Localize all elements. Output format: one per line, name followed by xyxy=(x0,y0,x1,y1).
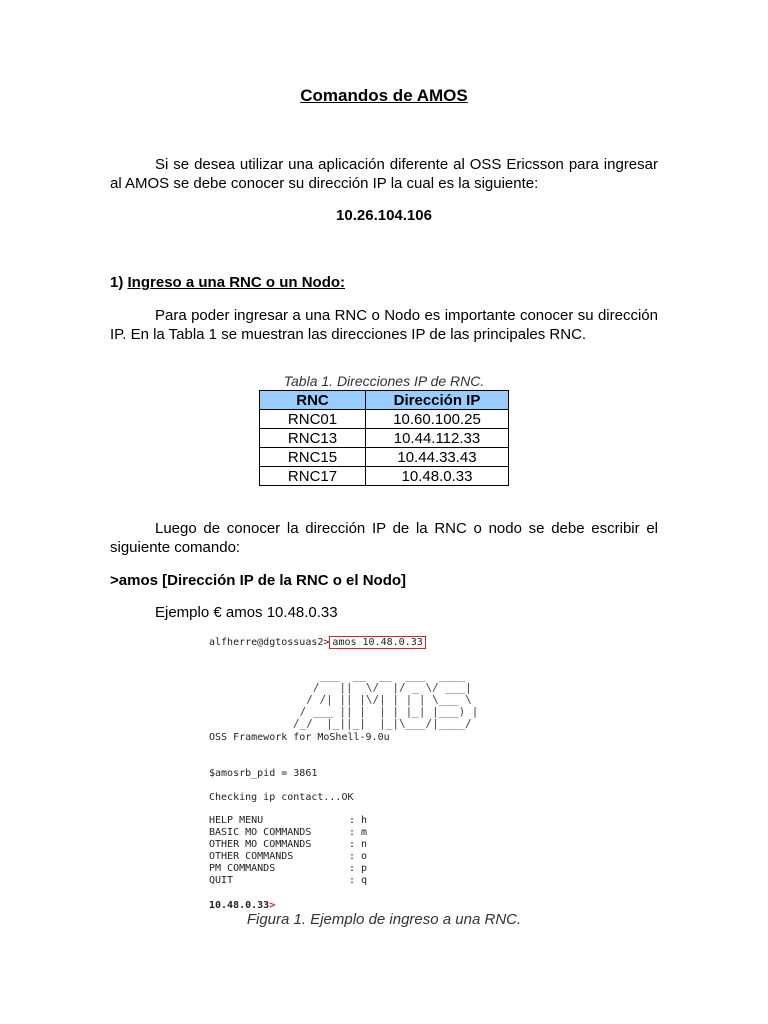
terminal-menu-item: BASIC MO COMMANDS : m xyxy=(209,827,368,838)
menu-item-label: QUIT xyxy=(209,875,234,886)
table-cell-rnc: RNC15 xyxy=(260,448,366,467)
menu-item-key: h xyxy=(361,815,368,826)
terminal-menu-item: QUIT : q xyxy=(209,875,368,886)
page-title: Comandos de AMOS xyxy=(300,86,468,105)
terminal-prompt-line xyxy=(209,637,426,648)
terminal-menu-item: OTHER MO COMMANDS : n xyxy=(209,839,368,850)
terminal-screenshot xyxy=(205,630,515,915)
menu-item-key: q xyxy=(361,875,368,886)
table-cell-rnc: RNC17 xyxy=(260,467,366,486)
table-cell-rnc: RNC13 xyxy=(260,429,366,448)
menu-item-key: n xyxy=(361,839,368,850)
table-header-row xyxy=(260,391,509,410)
table-cell-ip: 10.44.33.43 xyxy=(366,448,509,467)
terminal-menu-item: PM COMMANDS : p xyxy=(209,863,368,874)
example-line: Ejemplo € amos 10.48.0.33 xyxy=(155,604,338,621)
menu-item-key: m xyxy=(361,827,368,838)
terminal-typed-command: amos 10.48.0.33 xyxy=(329,636,425,649)
menu-item-label: HELP MENU xyxy=(209,815,264,826)
table-cell-ip: 10.60.100.25 xyxy=(366,410,509,429)
amos-ip-address: 10.26.104.106 xyxy=(336,207,432,224)
table-header-rnc: RNC xyxy=(260,391,366,410)
terminal-prompt: alfherre@dgtossuas2> xyxy=(209,637,330,648)
menu-item-label: OTHER COMMANDS xyxy=(209,851,294,862)
terminal-menu-item: OTHER COMMANDS : o xyxy=(209,851,368,862)
rnc-ip-table xyxy=(259,390,509,486)
terminal-checking-line: Checking ip contact...OK xyxy=(209,792,354,803)
table-row xyxy=(260,448,509,467)
table-cell-ip: 10.48.0.33 xyxy=(366,467,509,486)
final-prompt-symbol: > xyxy=(269,900,276,911)
terminal-final-prompt xyxy=(209,900,275,911)
terminal-pid-line: $amosrb_pid = 3861 xyxy=(209,768,318,779)
menu-item-label: BASIC MO COMMANDS xyxy=(209,827,312,838)
section-paragraph: Para poder ingresar a una RNC o Nodo es importante conocer su dirección IP. En la Tabla 1 se muestran las direcciones IP de las principales RNC. xyxy=(110,307,658,343)
table-header-ip: Dirección IP xyxy=(366,391,509,410)
table-cell-ip: 10.44.112.33 xyxy=(366,429,509,448)
command-syntax: >amos [Dirección IP de la RNC o el Nodo] xyxy=(110,572,407,589)
after-table-paragraph: Luego de conocer la dirección IP de la RNC o nodo se debe escribir el siguiente comando: xyxy=(110,520,658,556)
terminal-menu-item: HELP MENU : h xyxy=(209,815,368,826)
amos-ascii-logo: ___ __ __ ___ ____ / || \/ |/ _ \/ ___| / /| || |\/| | | | \___ \ / ___ || | | | |_| |___) | /_/ |_||_| |_|\___/|____/ xyxy=(293,669,479,730)
table-caption: Tabla 1. Direcciones IP de RNC. xyxy=(283,373,485,389)
table-row xyxy=(260,429,509,448)
table-cell-rnc: RNC01 xyxy=(260,410,366,429)
menu-item-key: p xyxy=(361,863,368,874)
terminal-logo-subtitle: OSS Framework for MoShell-9.0u xyxy=(209,732,390,743)
final-prompt-text: 10.48.0.33 xyxy=(209,900,270,911)
menu-item-label: OTHER MO COMMANDS xyxy=(209,839,312,850)
figure-caption: Figura 1. Ejemplo de ingreso a una RNC. xyxy=(246,911,522,928)
section-heading-text: Ingreso a una RNC o un Nodo: xyxy=(127,274,346,291)
section-heading xyxy=(110,273,658,292)
table-row xyxy=(260,467,509,486)
menu-item-label: PM COMMANDS xyxy=(209,863,276,874)
menu-item-key: o xyxy=(361,851,368,862)
table-row xyxy=(260,410,509,429)
intro-paragraph: Si se desea utilizar una aplicación diferente al OSS Ericsson para ingresar al AMOS se debe conocer su dirección IP la cual es la siguiente: xyxy=(110,156,658,192)
section-number: 1) xyxy=(110,274,124,291)
